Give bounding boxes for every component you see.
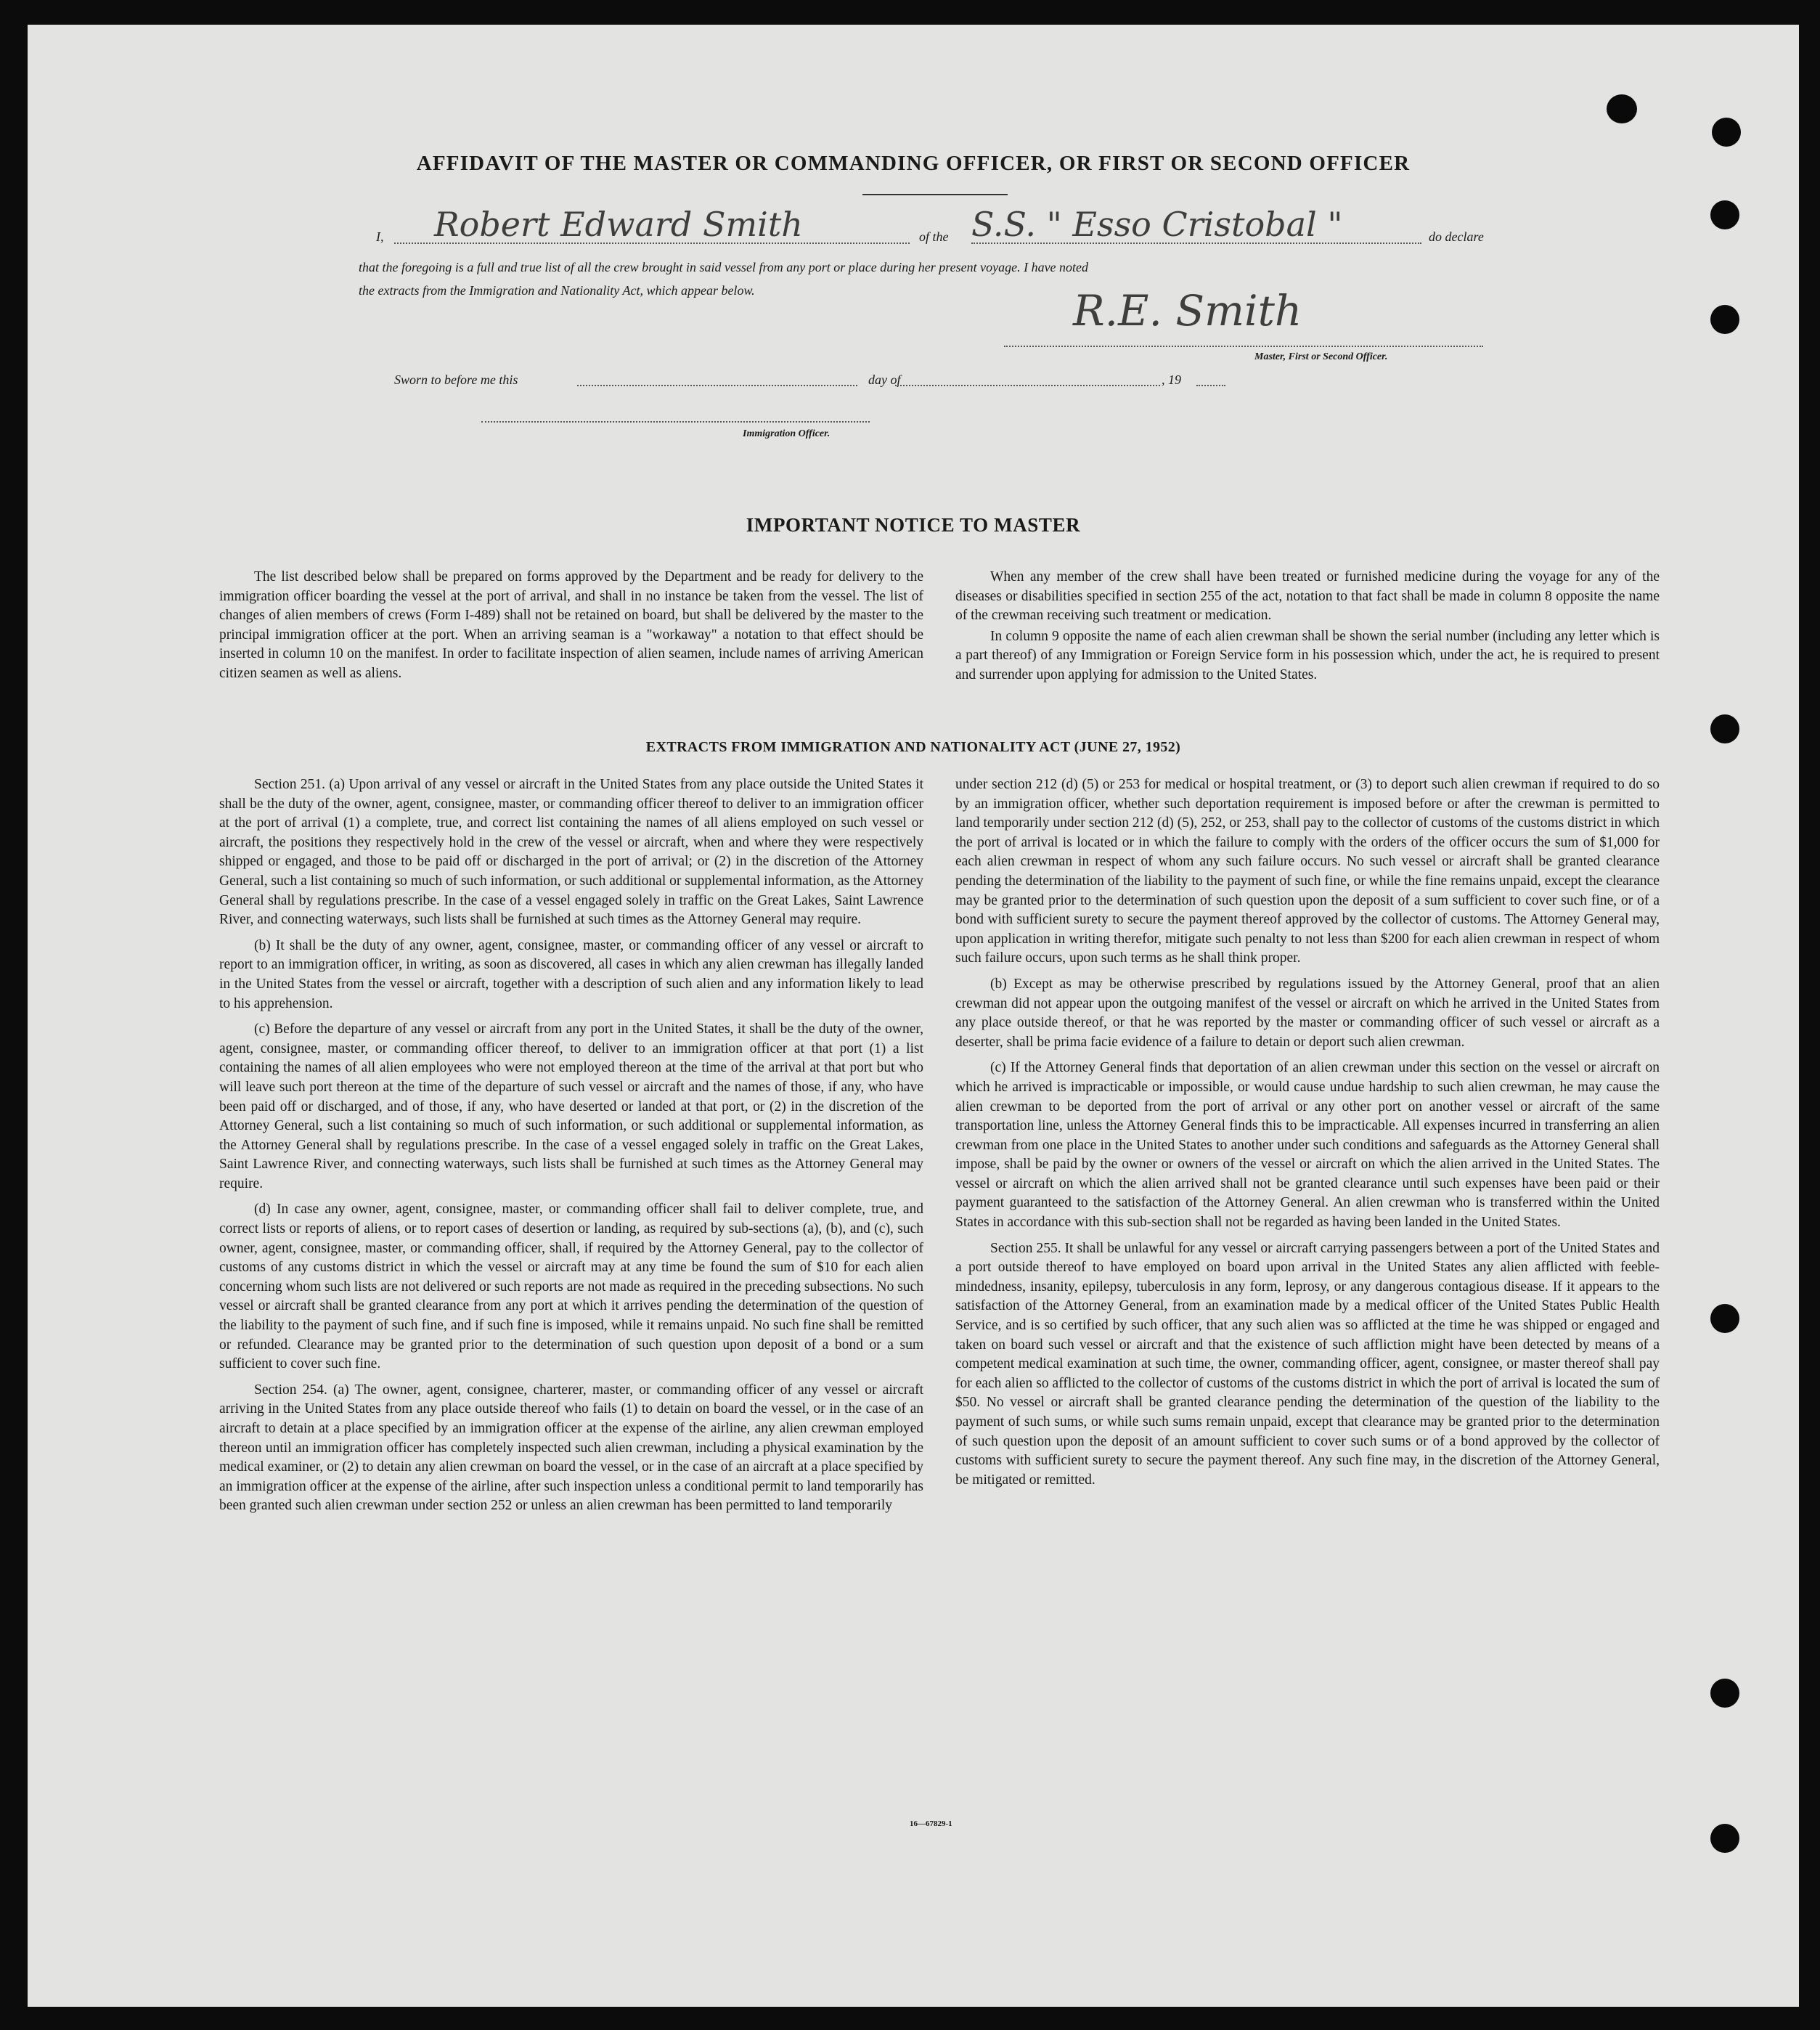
extracts-right-column: [955, 775, 1660, 1496]
extract-paragraph: (b) Except as may be otherwise prescribed by regulations issued by the Attorney General, proof that an alien crewman did not appear upon the outgoing manifest of the vessel or aircraft on which he arrived in the United States from any place outside thereof, or that he was reported by the master or commanding officer of such vessel or aircraft as a deserter, shall be prima facie evidence of a failure to detain or deport such alien crewman.: [955, 976, 1660, 1050]
signature-handwritten: R.E. Smith: [1073, 286, 1302, 335]
declaration-of-the: of the: [919, 229, 949, 244]
affidavit-title: AFFIDAVIT OF THE MASTER OR COMMANDING OFFICER, OR FIRST OR SECOND OFFICER: [416, 152, 1411, 175]
notice-paragraph: In column 9 opposite the name of each alien crewman shall be shown the serial number (including any letter which is a part thereof) of any Immigration or Foreign Service form in his possession which, under the act, he is required to present and surrender upon applying for admission to the United States.: [955, 628, 1660, 682]
extract-paragraph: (d) In case any owner, agent, consignee, master, or commanding officer shall fail to deliver complete, true, and correct lists or reports of aliens, or to report cases of desertion or landing, as required by sub-sections (a), (b), and (c), such owner, agent, consignee, master, or commanding officer, shall, if required by the Attorney General, pay to the collector of customs of any customs district in which the vessel or aircraft may at any time be found the sum of $10 for each alien concerning whom such lists are not delivered or such reports are not made as required in the preceding subsections. No such vessel or aircraft shall be granted clearance from any port at which it arrives pending the determination of the question of the liability to the payment of such fine, and if such fine is imposed, while it remains unpaid. No such fine shall be remitted or refunded. Clearance may be granted prior to the determination of such question upon deposit of a bond or a sum sufficient to cover such fine.: [219, 1202, 923, 1372]
day-of-label: day of: [868, 372, 901, 387]
month-line: [895, 385, 1160, 386]
form-code: 16—67829-1: [910, 1819, 952, 1828]
officer-signature-line: [481, 421, 870, 423]
extract-paragraph: Section 254. (a) The owner, agent, consignee, charterer, master, or commanding officer of any vessel or aircraft arriving in the United States from any place outside thereof who fails (1) to detain on board the vessel, or in the case of an aircraft to detain at a place specified by an immigration officer at the expense of the airline, any alien crewman employed thereon until an immigration officer has completely inspected such alien crewman, including a physical examination by the medical examiner, or (2) to detain any alien crewman on board the vessel, or in the case of an aircraft at a place specified by an immigration officer at the expense of the airline, after such inspection unless a conditional permit to land temporarily has been granted such alien crewman under section 252 or unless an alien crewman has been permitted to land temporarily: [219, 1382, 923, 1514]
punch-hole: [1710, 1824, 1739, 1853]
extract-paragraph: under section 212 (d) (5) or 253 for medical or hospital treatment, or (3) to deport such alien crewman if required to do so by an immigration officer, whether such deportation requirement is imposed before or after the crewman is permitted to land temporarily under section 212 (d) (5), 252, or 253, shall pay to the collector of customs of the customs district in which the port of arrival is located or in which the failure to comply with the orders of the officer occurs the sum of $1,000 for each alien crewman in respect of whom any such failure occurs. No such vessel or aircraft shall be granted clearance pending the determination of the liability to the payment of such fine, or while the fine remains unpaid, except the clearance may be granted prior to the determination of such question upon the deposit of a sum sufficient to cover such fine, or of a bond with sufficient surety to secure the payment thereof approved by the collector of customs. The Attorney General may, upon application in writing therefor, mitigate such penalty to not less than $200 for each alien crewman in respect of whom such failure occurs, upon such terms as he shall think proper.: [955, 777, 1660, 966]
declaration-line-3: the extracts from the Immigration and Nationality Act, which appear below.: [359, 283, 755, 298]
punch-hole: [1607, 94, 1637, 123]
notice-paragraph: The list described below shall be prepared on forms approved by the Department and be ready for delivery to the immigration officer boarding the vessel at the port of arrival, and shall in no instance be taken from the vessel. The list of changes of alien members of crews (Form I-489) shall not be retained on board, but shall be delivered by the master to the principal immigration officer at the port. When an arriving seaman is a "workaway" a notation to that effect should be inserted in column 10 on the manifest. In order to facilitate inspection of alien seamen, include names of arriving American citizen seamen as well as aliens.: [219, 569, 923, 681]
master-name-handwritten: Robert Edward Smith: [434, 205, 803, 244]
punch-hole: [1710, 200, 1739, 229]
notice-left-column: [219, 568, 923, 690]
punch-hole: [1710, 1304, 1739, 1333]
extract-paragraph: Section 251. (a) Upon arrival of any vessel or aircraft in the United States from any place outside the United States it shall be the duty of the owner, agent, consignee, master, or commanding officer thereof to deliver to an immigration officer at the port of arrival (1) a complete, true, and correct list containing the names of all aliens employed on such vessel or aircraft, the positions they respectively hold in the crew of the vessel or aircraft, when and where they were respectively shipped or engaged, and those to be paid off or discharged in the port of arrival; or (2) in the discretion of the Attorney General, such a list containing so much of such information, or such additional or supplemental information, as the Attorney General shall by regulations prescribe. In the case of a vessel engaged solely in traffic on the Great Lakes, Saint Lawrence River, and connecting waterways, such lists shall be furnished at such times as the Attorney General may require.: [219, 777, 923, 928]
notice-right-column: [955, 568, 1660, 692]
signature-caption: Master, First or Second Officer.: [1254, 351, 1388, 362]
title-divider: [862, 194, 1008, 195]
signature-line: [1004, 346, 1483, 347]
vessel-name-handwritten: S.S. " Esso Cristobal ": [971, 205, 1343, 244]
punch-hole: [1710, 1679, 1739, 1708]
declaration-i: I,: [376, 229, 384, 244]
extracts-left-column: [219, 775, 923, 1522]
vessel-line: [971, 242, 1421, 244]
extracts-heading: EXTRACTS FROM IMMIGRATION AND NATIONALITY ACT (JUNE 27, 1952): [645, 739, 1181, 755]
extract-paragraph: (b) It shall be the duty of any owner, agent, consignee, master, or commanding officer of any vessel or aircraft to report to an immigration officer, in writing, as soon as discovered, all cases in which any alien crewman has illegally landed in the United States from the vessel or aircraft, together with a description of such alien and any information likely to lead to his apprehension.: [219, 937, 923, 1011]
sworn-label: Sworn to before me this: [394, 372, 518, 387]
officer-caption: Immigration Officer.: [743, 428, 831, 439]
notice-paragraph: When any member of the crew shall have been treated or furnished medicine during the voyage for any of the diseases or disabilities specified in section 255 of the act, notation to that fact shall be made in column 8 opposite the name of the crewman receiving such treatment or medication.: [955, 569, 1660, 624]
punch-hole: [1710, 305, 1739, 334]
declaration-line-2: that the foregoing is a full and true list of all the crew brought in said vessel from any port or place during her present voyage. I have noted: [359, 260, 1089, 274]
year-label: , 19: [1162, 372, 1181, 387]
extract-paragraph: (c) If the Attorney General finds that deportation of an alien crewman under this section on the vessel or aircraft on which he arrived is impracticable or impossible, or would cause undue hardship to such alien crewman, he may cause the alien crewman to be deported from the port of arrival or any other port on another vessel or aircraft of the same transportation line, unless the Attorney General finds this to be impracticable. All expenses incurred in transferring an alien crewman from one place in the United States to another under such conditions and safeguards as the Attorney General shall impose, shall be paid by the owner or owners of the vessel or aircraft on which the alien arrived in the United States. The vessel or aircraft on which the alien arrived shall not be granted clearance until such expenses have been paid or their payment guaranteed to the satisfaction of the Attorney General. An alien crewman who is transferred within the United States in accordance with this sub-section shall not be regarded as having been landed in the United States.: [955, 1060, 1660, 1231]
declaration-do-declare: do declare: [1429, 229, 1484, 244]
sworn-date-line: [577, 385, 857, 386]
notice-heading: IMPORTANT NOTICE TO MASTER: [746, 514, 1081, 536]
year-line: [1196, 385, 1225, 386]
extract-paragraph: (c) Before the departure of any vessel or aircraft from any port in the United States, it shall be the duty of the owner, agent, consignee, master, or commanding officer thereof, to deliver to an immigration officer at that port (1) a list containing the names of all alien employees who were not employed thereon at the time of the arrival at that port but who will leave such port thereon at the time of the departure of such vessel or aircraft and the names of those, if any, who have been paid off or discharged, and of those, if any, who have deserted or landed at that port, or (2) in the discretion of the Attorney General, such a list containing so much of such information, or such additional or supplemental information, as the Attorney General shall by regulations prescribe. In the case of a vessel engaged solely in traffic on the Great Lakes, Saint Lawrence River, and connecting waterways, such lists shall be furnished at such times as the Attorney General may require.: [219, 1022, 923, 1191]
document-page: [28, 25, 1799, 2007]
extract-paragraph: Section 255. It shall be unlawful for any vessel or aircraft carrying passengers between a port of the United States and a port outside thereof to have employed on board upon arrival in the United States any alien afflicted with feeble-mindedness, insanity, epilepsy, tuberculosis in any form, leprosy, or any dangerous contagious disease. If it appears to the satisfaction of the Attorney General, from an examination made by a medical officer of the United States Public Health Service, and is so certified by such officer, that any such alien was so afflicted at the time he was shipped or engaged and taken on board such vessel or aircraft and that the existence of such affliction might have been detected by means of a competent medical examination at such time, the owner, commanding officer, agent, consignee, or master thereof shall pay for each alien so afflicted to the collector of customs of the customs district in which the port of arrival is located the sum of $50. No vessel or aircraft shall be granted clearance pending the determination of the question of the liability to the payment of such sums, or while such sums remain unpaid, except that clearance may be granted prior to the determination of such question upon the deposit of an amount sufficient to cover such sums or of a bond approved by the collector of customs with sufficient surety to secure the payment thereof. Any such fine may, in the discretion of the Attorney General, be mitigated or remitted.: [955, 1240, 1660, 1488]
name-line: [394, 242, 910, 244]
punch-hole: [1712, 118, 1741, 147]
